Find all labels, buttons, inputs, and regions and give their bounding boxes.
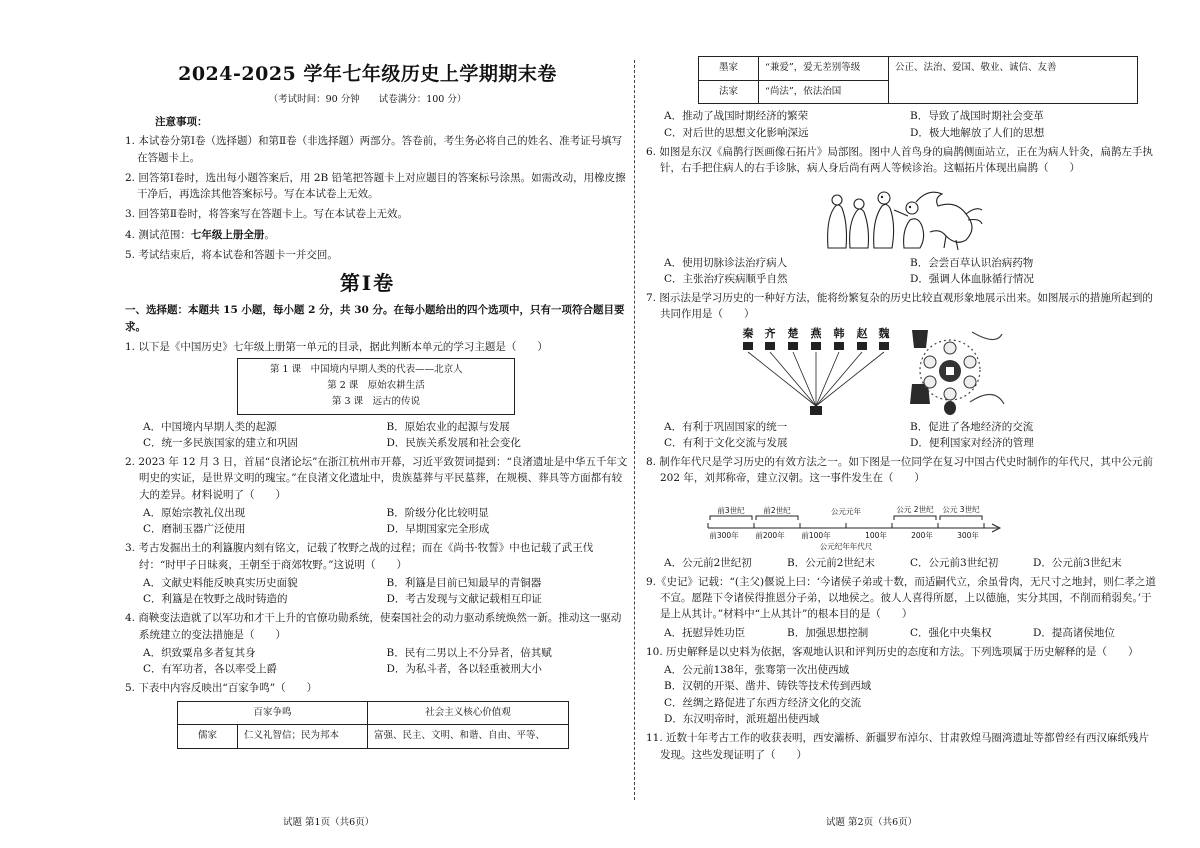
hundred-schools-table bbox=[177, 701, 569, 749]
option-a: A．公元前138年，张骞第一次出使西域 bbox=[664, 664, 850, 677]
question-8-options bbox=[646, 555, 1156, 571]
page-1-column bbox=[125, 60, 630, 749]
option-d: D．早期国家完全形成 bbox=[386, 523, 490, 536]
question-10-options bbox=[646, 662, 1156, 727]
unification-measures-diagram bbox=[646, 326, 1156, 416]
timeline-top-label: 公元 2世纪 bbox=[896, 504, 934, 514]
note-item: 1. 本试卷分第Ⅰ卷（选择题）和第Ⅱ卷（非选择题）两部分。答卷前，考生务必将自己的姓名、准考证号填写在答题卡上。 bbox=[125, 135, 623, 164]
table-header-cell: 社会主义核心价值观 bbox=[368, 701, 569, 725]
timeline-top-label: 前3世纪 bbox=[717, 505, 745, 515]
option-c: C．对后世的思想文化影响深远 bbox=[664, 126, 809, 139]
note-item: 5. 考试结束后，将本试卷和答题卡一并交回。 bbox=[125, 249, 338, 262]
option-a: A．使用切脉诊法治疗病人 bbox=[664, 256, 788, 269]
volume-heading: 第Ⅰ卷 bbox=[339, 271, 396, 296]
option-b: B．汉朝的开渠、凿井、铸铁等技术传到西域 bbox=[664, 680, 872, 693]
question-10-stem: 10. 历史解释是以史料为依据，客观地认识和评判历史的态度和方法。下列选项属于历史解释的是（ ） bbox=[646, 645, 1139, 658]
question-7-stem: 7. 图示法是学习历史的一种好方法，能将纷繁复杂的历史比较直观形象地展示出来。如图展示的措施所起到的共同作用是（ ） bbox=[646, 292, 1153, 321]
note-item-scope bbox=[125, 227, 630, 243]
page-2 bbox=[600, 0, 1200, 848]
table-header-row bbox=[178, 701, 569, 725]
option-b: B．阶级分化比较明显 bbox=[386, 506, 489, 519]
timeline-tick-label: 前200年 bbox=[755, 530, 785, 540]
question-3-stem: 3. 考古发掘出土的利簋腹内刻有铭文，记载了牧野之战的过程；而在《尚书·牧誓》中也记载了武王伐纣：“时甲子日昧爽，王朝至于商郊牧野。”这说明（ ） bbox=[125, 542, 594, 571]
option-a: A．文献史料能反映真实历史面貌 bbox=[143, 576, 298, 589]
option-d: D．强调人体血脉循行情况 bbox=[910, 272, 1034, 285]
option-d: D．便利国家对经济的管理 bbox=[910, 436, 1034, 449]
option-c: C．公元前3世纪初 bbox=[910, 556, 999, 569]
timeline-tick-label: 300年 bbox=[957, 530, 979, 540]
page-footer: 试题 第2页（共6页） bbox=[826, 817, 918, 828]
question-8-stem: 8. 制作年代尺是学习历史的有效方法之一。如下图是一位同学在复习中国古代史时制作的年代尺，其中公元前 202 年，刘邦称帝，建立汉朝。这一事件发生在（ ） bbox=[646, 456, 1153, 485]
notes-heading: 注意事项： bbox=[155, 116, 208, 129]
option-b: B．促进了各地经济的交流 bbox=[910, 420, 1034, 433]
coins-unification-diagram bbox=[906, 326, 1006, 416]
option-b: B．利簋是目前已知最早的青铜器 bbox=[386, 576, 542, 589]
question-4-options bbox=[125, 645, 630, 678]
note-item: 2. 回答第Ⅰ卷时，选出每小题答案后，用 2B 铅笔把答题卡上对应题目的答案标号涂黑。如需改动，用橡皮擦干净后，再选涂其他答案标号。写在本试卷上无效。 bbox=[125, 171, 626, 201]
option-d: D．为私斗者，各以轻重被刑大小 bbox=[386, 663, 542, 676]
option-c: C．统一多民族国家的建立和巩固 bbox=[143, 436, 299, 449]
option-a: A．原始宗教礼仪出现 bbox=[143, 506, 246, 519]
timeline-tick-label: 100年 bbox=[865, 530, 887, 540]
option-d: D．公元前3世纪末 bbox=[1033, 556, 1122, 569]
state-label: 齐 bbox=[764, 326, 776, 340]
option-a: A．有利于巩固国家的统一 bbox=[664, 420, 788, 433]
catalog-line: 第 2 课 原始农耕生活 bbox=[327, 380, 425, 392]
option-b: B．民有二男以上不分异者，倍其赋 bbox=[386, 646, 552, 659]
note-scope-suffix: 。 bbox=[264, 228, 275, 241]
question-4-stem: 4. 商鞅变法造就了以军功和才干上升的官僚功勋系统，使秦国社会的动力驱动系统焕然一新。推动这一驱动系统建立的变法措施是（ ） bbox=[125, 612, 622, 641]
option-c: C．丝绸之路促进了东西方经济文化的交流 bbox=[664, 696, 862, 709]
option-a: A．中国境内早期人类的起源 bbox=[143, 420, 277, 433]
option-a: A．推动了战国时期经济的繁荣 bbox=[664, 110, 809, 123]
table-cell-idea: “兼爱”，爱无差别等级 bbox=[759, 57, 889, 81]
question-6-options bbox=[646, 255, 1156, 288]
ancient-glyph-row bbox=[743, 342, 889, 350]
catalog-line: 第 3 课 远古的传说 bbox=[331, 396, 421, 408]
option-a: A．织致粟帛多者复其身 bbox=[143, 646, 256, 659]
note-item: 3. 回答第Ⅱ卷时，将答案写在答题卡上。写在本试卷上无效。 bbox=[125, 208, 408, 221]
state-label: 魏 bbox=[878, 326, 890, 340]
question-11-stem: 11. 近数十年考古工作的收获表明，西安灞桥、新疆罗布淖尔、甘肃敦煌马圈湾遗址等都曾经有西汉麻纸残片发现。这些发现证明了（ ） bbox=[646, 732, 1150, 761]
table-row bbox=[178, 725, 569, 749]
catalog-line: 第 1 课 中国境内早期人类的代表——北京人 bbox=[270, 364, 463, 376]
table-cell-school: 儒家 bbox=[178, 725, 238, 749]
question-2-options bbox=[125, 505, 630, 538]
question-9-stem: 9.《史记》记载：“(主父)偃说上曰：‘今诸侯子弟或十数，而适嗣代立，余虽骨肉，无尺寸之地封，则仁孝之道不宣。愿陛下令诸侯得推恩分子弟，以地侯之。彼人人喜得所愿，上以德施，实分其国，不削而稍弱矣。’于是上从其计。”材料中“上从其计”的根本目的是（ ） bbox=[646, 575, 1156, 621]
note-scope-bold: 七年级上册全册 bbox=[190, 228, 265, 241]
knife-coin-icon bbox=[972, 332, 1002, 340]
timeline-top-label: 公元 3世纪 bbox=[942, 504, 980, 514]
timeline-tick-label: 前300年 bbox=[709, 530, 739, 540]
timeline-tick-label: 200年 bbox=[911, 530, 933, 540]
question-1-stem: 1. 以下是《中国历史》七年级上册第一单元的目录，据此判断本单元的学习主题是（ ） bbox=[125, 340, 548, 353]
option-a: A．公元前2世纪初 bbox=[664, 556, 752, 569]
option-c: C．有军功者，各以率受上爵 bbox=[143, 663, 278, 676]
knife-coin-icon bbox=[970, 394, 1004, 404]
timeline-top-label: 公元元年 bbox=[831, 506, 861, 516]
option-d: D．考古发现与文献记载相互印证 bbox=[386, 593, 542, 606]
table-cell-values: 公正、法治、爱国、敬业、诚信、友善 bbox=[889, 57, 1138, 104]
qin-seal-glyph bbox=[810, 406, 822, 415]
option-b: B．公元前2世纪末 bbox=[787, 556, 875, 569]
bianque-rubbing-image bbox=[646, 180, 1156, 252]
unit-catalog-box bbox=[237, 358, 515, 414]
option-c: C．磨制玉器广泛使用 bbox=[143, 523, 246, 536]
option-d: D．民族关系发展和社会变化 bbox=[386, 436, 521, 449]
state-label: 韩 bbox=[833, 326, 845, 340]
table-cell-idea: “尚法”，依法治国 bbox=[759, 80, 889, 104]
scripts-unification-diagram bbox=[736, 326, 896, 416]
timeline-tick-label: 前100年 bbox=[801, 530, 831, 540]
page-footer: 试题 第1页（共6页） bbox=[283, 817, 375, 828]
question-3-options bbox=[125, 575, 630, 608]
option-d: D．极大地解放了人们的思想 bbox=[910, 126, 1045, 139]
page-2-column bbox=[646, 56, 1156, 765]
spade-coin-icon bbox=[912, 330, 928, 348]
option-c: C．强化中央集权 bbox=[910, 626, 992, 639]
question-9-options bbox=[646, 625, 1156, 641]
timeline-figure bbox=[646, 490, 1156, 552]
question-7-options bbox=[646, 419, 1156, 452]
table-cell-school: 法家 bbox=[699, 80, 759, 104]
ant-nose-coin-icon bbox=[944, 401, 956, 415]
option-d: D．提高诸侯地位 bbox=[1033, 626, 1115, 639]
state-label: 秦 bbox=[742, 326, 754, 340]
table-cell-values: 富强、民主、文明、和谐、自由、平等、 bbox=[368, 725, 569, 749]
table-cell-school: 墨家 bbox=[699, 57, 759, 81]
state-label: 楚 bbox=[787, 326, 799, 340]
state-label: 赵 bbox=[856, 326, 868, 340]
state-label: 燕 bbox=[810, 326, 822, 340]
exam-title: 2024-2025 学年七年级历史上学期期末卷 bbox=[178, 63, 557, 85]
hundred-schools-table-continued bbox=[698, 56, 1138, 104]
option-d: D．东汉明帝时，派班超出使西域 bbox=[664, 713, 820, 726]
timeline-caption: 公元纪年年代尺 bbox=[819, 541, 873, 551]
table-header-cell: 百家争鸣 bbox=[178, 701, 368, 725]
option-c: C．主张治疗疾病顺乎自然 bbox=[664, 272, 788, 285]
question-5-options bbox=[646, 108, 1156, 141]
question-2-stem: 2. 2023 年 12 月 3 日，首届“良渚论坛”在浙江杭州市开幕，习近平致贺词提到：“良渚遗址是中华五千年文明史的实证，是世界文明的瑰宝。”在良渚文化遗址中，贵族墓葬与平民墓葬，在规模、葬具等方面都有较大的差异。材料说明了（ ） bbox=[125, 456, 628, 501]
timeline-top-label: 前2世纪 bbox=[763, 505, 791, 515]
table-cell-idea: 仁义礼智信；民为邦本 bbox=[238, 725, 368, 749]
option-b: B．原始农业的起源与发展 bbox=[386, 420, 510, 433]
option-b: B．导致了战国时期社会变革 bbox=[910, 110, 1044, 123]
era-timeline bbox=[704, 490, 1004, 552]
option-c: C．利簋是在牧野之战时铸造的 bbox=[143, 593, 288, 606]
question-1-options bbox=[125, 419, 630, 452]
question-5-stem: 5. 下表中内容反映出“百家争鸣”（ ） bbox=[125, 682, 318, 695]
question-6-stem: 6. 如图是东汉《扁鹊行医画像石拓片》局部图。图中人首鸟身的扁鹊侧面站立，正在为病人针灸，扁鹊左手执针，右手把住病人的右手诊脉，病人身后尚有两人等候诊治。这幅拓片体现出扁鹊（ ） bbox=[646, 145, 1153, 175]
note-scope-prefix: 4. 测试范围： bbox=[125, 228, 191, 241]
option-c: C．有利于文化交流与发展 bbox=[664, 436, 788, 449]
option-b: B．加强思想控制 bbox=[787, 626, 869, 639]
option-a: A．抚慰异姓功臣 bbox=[664, 626, 746, 639]
option-b: B．会尝百草认识治病药物 bbox=[910, 256, 1034, 269]
exam-subtitle: （考试时间：90 分钟 试卷满分：100 分） bbox=[268, 94, 467, 106]
section-heading: 一、选择题：本题共 15 小题，每小题 2 分，共 30 分。在每小题给出的四个选项中，只有一项符合题目要求。 bbox=[125, 304, 625, 333]
table-row bbox=[699, 57, 1138, 81]
bianque-rubbing-illustration bbox=[816, 180, 986, 252]
